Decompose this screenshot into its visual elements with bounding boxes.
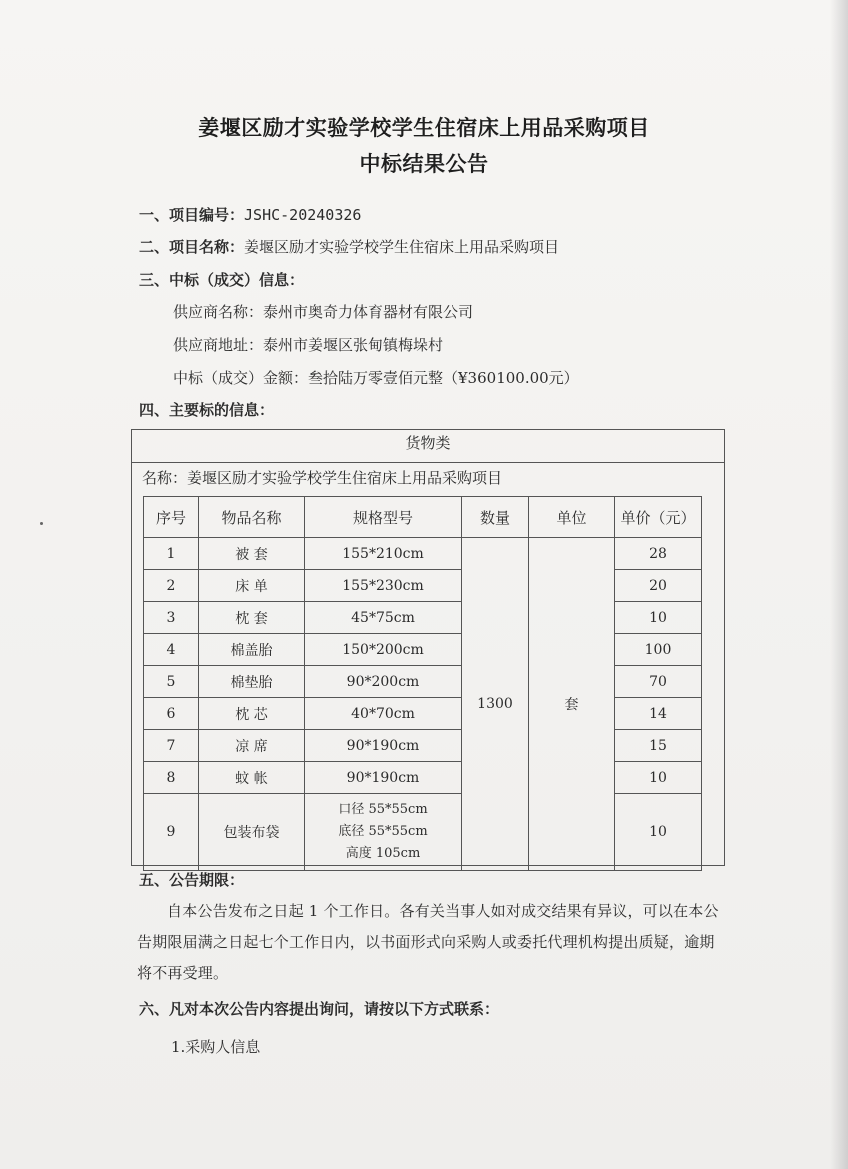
section-2-label: 二、项目名称： — [139, 238, 245, 256]
row-no: 4 — [144, 634, 199, 666]
spec-line-mouth: 口径 55*55cm — [338, 802, 428, 817]
row-spec: 90*200cm — [305, 666, 462, 698]
row-no: 6 — [144, 698, 199, 730]
document-subtitle: 中标结果公告 — [359, 152, 489, 176]
row-no: 5 — [144, 666, 199, 698]
row-price: 10 — [615, 794, 702, 871]
row-price: 10 — [615, 762, 702, 794]
goods-category: 货物类 — [132, 430, 724, 463]
section-5-heading — [139, 869, 244, 890]
project-number-line — [139, 204, 361, 225]
row-spec: 155*230cm — [305, 570, 462, 602]
section-5-label: 五、公告期限： — [139, 871, 245, 889]
spec-line-height: 高度 105cm — [345, 846, 421, 861]
row-spec: 45*75cm — [305, 602, 462, 634]
row-item-name: 床 单 — [199, 570, 305, 602]
table-header-row — [144, 497, 702, 538]
row-spec: 90*190cm — [305, 762, 462, 794]
row-price: 28 — [615, 538, 702, 570]
header-quantity: 数量 — [462, 497, 529, 538]
document-title: 姜堰区励才实验学校学生住宿床上用品采购项目 — [198, 116, 650, 140]
award-amount: 叁拾陆万零壹佰元整（¥360100.00元） — [308, 369, 579, 387]
project-number: JSHC-20240326 — [244, 206, 362, 224]
row-spec: 90*190cm — [305, 730, 462, 762]
section-3-heading — [139, 269, 304, 290]
row-price: 10 — [615, 602, 702, 634]
supplier-name-label: 供应商名称： — [173, 303, 264, 321]
table-row — [144, 602, 702, 634]
row-spec: 40*70cm — [305, 698, 462, 730]
row-no: 2 — [144, 570, 199, 602]
row-item-name: 包装布袋 — [199, 794, 305, 871]
notice-period-paragraph: 自本公告发布之日起 1 个工作日。各有关当事人如对成交结果有异议，可以在本公告期限届满之日起七个工作日内，以书面形式向采购人或委托代理机构提出质疑，逾期将不再受理。 — [137, 902, 719, 982]
row-price: 15 — [615, 730, 702, 762]
table-row — [144, 698, 702, 730]
section-3-label: 三、中标（成交）信息： — [139, 271, 305, 289]
table-row — [144, 794, 702, 871]
scan-speck — [40, 522, 43, 525]
table-row — [144, 634, 702, 666]
quantity-cell: 1300 — [462, 538, 529, 871]
row-spec: 155*210cm — [305, 538, 462, 570]
header-no: 序号 — [144, 497, 199, 538]
row-item-name: 枕 套 — [199, 602, 305, 634]
section-1-label: 一、项目编号： — [139, 206, 245, 224]
header-unit-price: 单价（元） — [615, 497, 702, 538]
supplier-name-line — [173, 301, 473, 322]
row-item-name: 蚊 帐 — [199, 762, 305, 794]
supplier-address-label: 供应商地址： — [173, 336, 264, 354]
goods-items-table — [143, 496, 702, 871]
section-6-heading — [139, 998, 499, 1019]
supplier-address: 泰州市姜堰区张甸镇梅垛村 — [263, 336, 444, 354]
row-no: 8 — [144, 762, 199, 794]
section-4-label: 四、主要标的信息： — [139, 401, 275, 419]
row-item-name: 棉垫胎 — [199, 666, 305, 698]
row-price: 70 — [615, 666, 702, 698]
row-price: 20 — [615, 570, 702, 602]
row-price: 14 — [615, 698, 702, 730]
table-row — [144, 570, 702, 602]
spec-line-bottom: 底径 55*55cm — [338, 824, 428, 839]
row-item-name: 被 套 — [199, 538, 305, 570]
row-spec: 150*200cm — [305, 634, 462, 666]
table-row — [144, 730, 702, 762]
table-row — [144, 666, 702, 698]
header-item-name: 物品名称 — [199, 497, 305, 538]
goods-project-name: 名称：姜堰区励才实验学校学生住宿床上用品采购项目 — [142, 469, 503, 487]
header-unit: 单位 — [529, 497, 615, 538]
row-no: 9 — [144, 794, 199, 871]
purchaser-info-heading — [171, 1036, 260, 1057]
row-item-name: 棉盖胎 — [199, 634, 305, 666]
supplier-name: 泰州市奥奇力体育器材有限公司 — [263, 303, 474, 321]
table-row — [144, 538, 702, 570]
section-6-label: 六、凡对本次公告内容提出询问，请按以下方式联系： — [139, 1000, 500, 1018]
header-spec: 规格型号 — [305, 497, 462, 538]
row-no: 3 — [144, 602, 199, 634]
award-amount-line — [173, 367, 579, 388]
supplier-address-line — [173, 334, 443, 355]
row-price: 100 — [615, 634, 702, 666]
award-amount-label: 中标（成交）金额： — [173, 369, 309, 387]
purchaser-info-label: 1.采购人信息 — [171, 1038, 261, 1056]
project-name: 姜堰区励才实验学校学生住宿床上用品采购项目 — [244, 238, 560, 256]
section-4-heading — [139, 399, 274, 420]
row-no: 7 — [144, 730, 199, 762]
row-no: 1 — [144, 538, 199, 570]
table-row — [144, 762, 702, 794]
row-item-name: 凉 席 — [199, 730, 305, 762]
row-spec-multiline — [305, 794, 462, 871]
unit-cell: 套 — [529, 538, 615, 871]
project-name-line — [139, 236, 559, 257]
row-item-name: 枕 芯 — [199, 698, 305, 730]
